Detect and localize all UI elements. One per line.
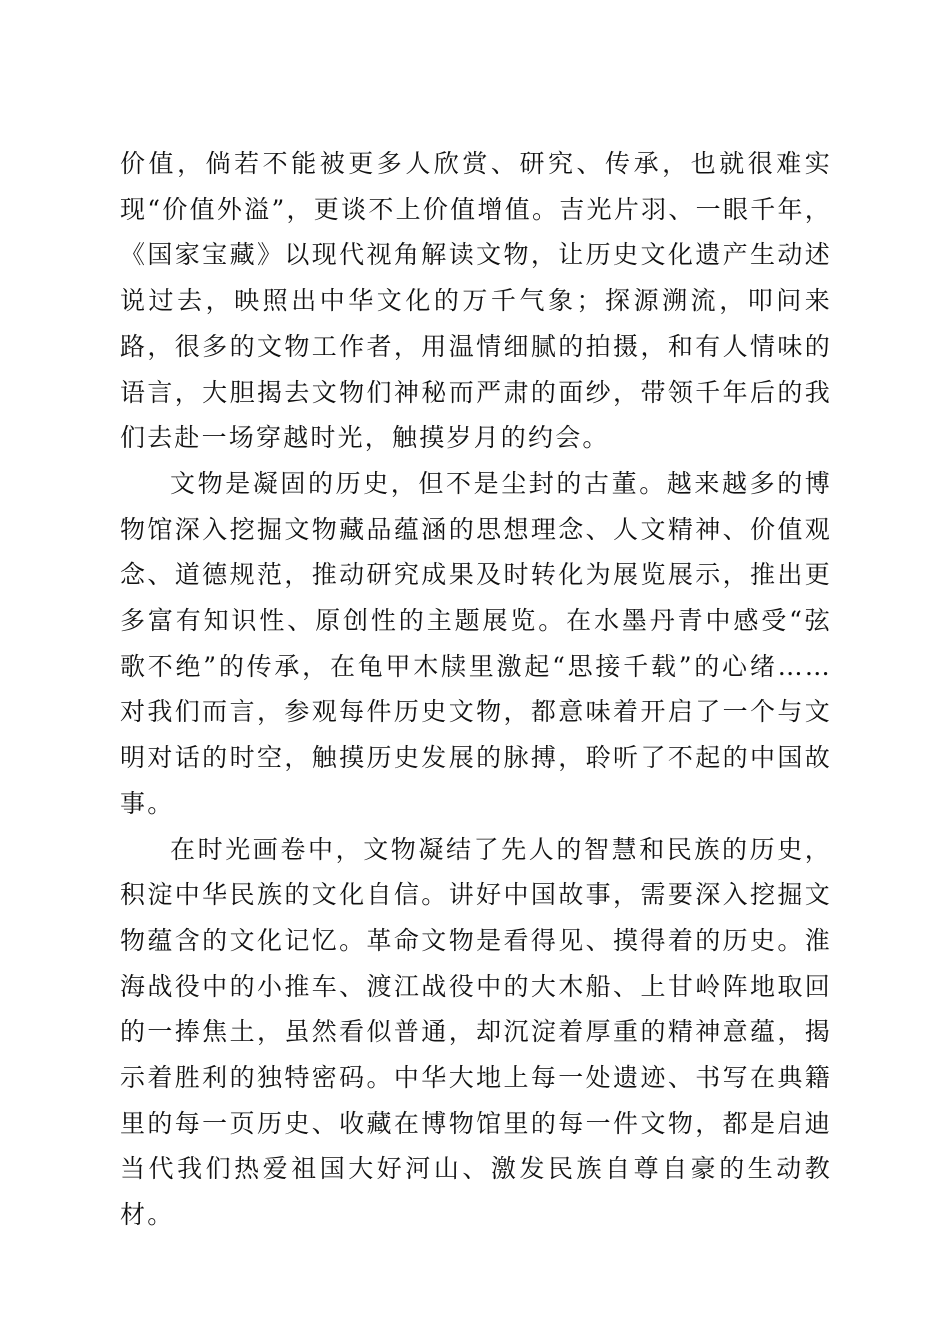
body-text (120, 141, 832, 1238)
paragraph: 文物是凝固的历史，但不是尘封的古董。越来越多的博物馆深入挖掘文物藏品蕴涵的思想理念、人文精神、价值观念、道德规范，推动研究成果及时转化为展览展示，推出更多富有知识性、原创性的主题展览。在水墨丹青中感受“弦歌不绝”的传承，在龟甲木牍里激起“思接千载”的心绪……对我们而言，参观每件历史文物，都意味着开启了一个与文明对话的时空，触摸历史发展的脉搏，聆听了不起的中国故事。 (120, 468, 832, 818)
paragraph: 在时光画卷中，文物凝结了先人的智慧和民族的历史，积淀中华民族的文化自信。讲好中国故事，需要深入挖掘文物蕴含的文化记忆。革命文物是看得见、摸得着的历史。淮海战役中的小推车、渡江战役中的大木船、上甘岭阵地取回的一捧焦土，虽然看似普通，却沉淀着厚重的精神意蕴，揭示着胜利的独特密码。中华大地上每一处遗迹、书写在典籍里的每一页历史、收藏在博物馆里的每一件文物，都是启迪当代我们热爱祖国大好河山、激发民族自尊自豪的生动教材。 (120, 834, 832, 1230)
paragraph-continued: 价值，倘若不能被更多人欣赏、研究、传承，也就很难实现“价值外溢”，更谈不上价值增值。吉光片羽、一眼千年，《国家宝藏》以现代视角解读文物，让历史文化遗产生动述说过去，映照出中华文化的万千气象；探源溯流，叩问来路，很多的文物工作者，用温情细腻的拍摄，和有人情味的语言，大胆揭去文物们神秘而严肃的面纱，带领千年后的我们去赴一场穿越时光，触摸岁月的约会。 (120, 149, 832, 453)
